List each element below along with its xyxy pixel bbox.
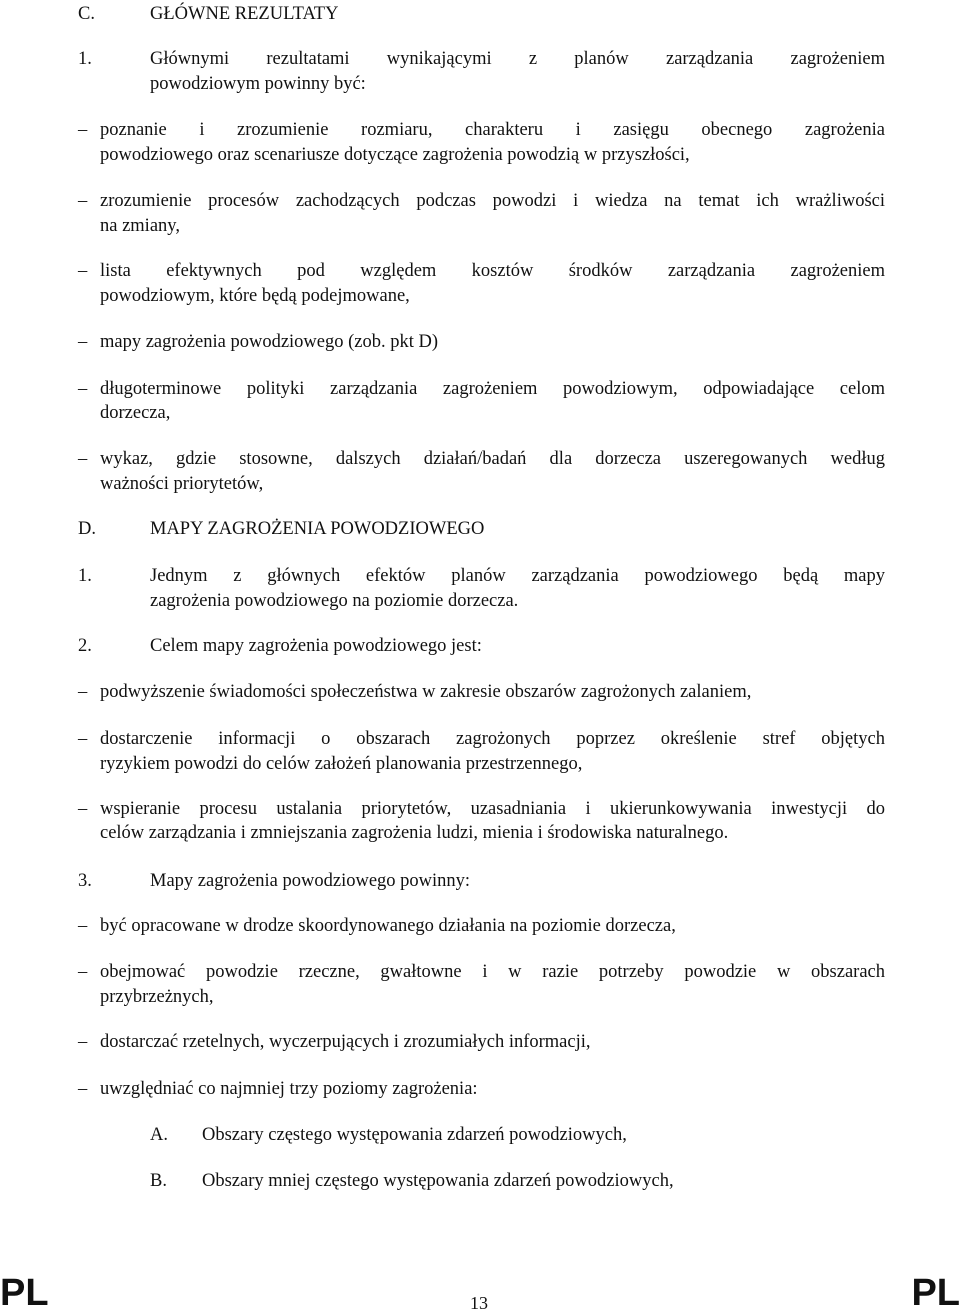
bullet-dash: – <box>78 261 88 281</box>
section-c-letter: C. <box>78 4 95 24</box>
c-bullet-5-line2: dorzecza, <box>100 403 171 423</box>
c-item1-line1: Głównymi rezultatami wynikającymi z planów zarządzania zagrożeniem <box>150 49 885 69</box>
c-bullet-2-line1: zrozumienie procesów zachodzących podczas powodzi i wiedza na temat ich wrażliwości <box>100 191 885 211</box>
d2-bullet-2-line2: ryzykiem powodzi do celów założeń planowania przestrzennego, <box>100 754 583 774</box>
c-bullet-2-line2: na zmiany, <box>100 216 180 236</box>
c-bullet-3-line1: lista efektywnych pod względem kosztów środków zarządzania zagrożeniem <box>100 261 885 281</box>
d3-bullet-2-line2: przybrzeżnych, <box>100 987 214 1007</box>
d-item3-number: 3. <box>78 871 92 891</box>
c-bullet-1-line1: poznanie i zrozumienie rozmiaru, charakteru i zasięgu obecnego zagrożenia <box>100 120 885 140</box>
section-d-title: MAPY ZAGROŻENIA POWODZIOWEGO <box>150 519 485 539</box>
bullet-dash: – <box>78 916 88 936</box>
d2-bullet-3-line1: wspieranie procesu ustalania priorytetów, uzasadniania i ukierunkowywania inwestycji do <box>100 799 885 819</box>
section-c-title: GŁÓWNE REZULTATY <box>150 4 339 24</box>
d2-bullet-1-line1: podwyższenie świadomości społeczeństwa w zakresie obszarów zagrożonych zalaniem, <box>100 682 752 702</box>
bullet-dash: – <box>78 449 88 469</box>
bullet-dash: – <box>78 120 88 140</box>
d-item1-line2: zagrożenia powodziowego na poziomie dorzecza. <box>150 591 519 611</box>
level-b-letter: B. <box>150 1171 167 1191</box>
bullet-dash: – <box>78 191 88 211</box>
bullet-dash: – <box>78 962 88 982</box>
d-item1-line1: Jednym z głównych efektów planów zarządzania powodziowego będą mapy <box>150 566 885 586</box>
bullet-dash: – <box>78 729 88 749</box>
c-bullet-3-line2: powodziowym, które będą podejmowane, <box>100 286 410 306</box>
c-item1-number: 1. <box>78 49 92 69</box>
level-a-letter: A. <box>150 1125 168 1145</box>
c-bullet-6-line2: ważności priorytetów, <box>100 474 264 494</box>
bullet-dash: – <box>78 332 88 352</box>
bullet-dash: – <box>78 1079 88 1099</box>
d-item2-text: Celem mapy zagrożenia powodziowego jest: <box>150 636 482 656</box>
bullet-dash: – <box>78 799 88 819</box>
footer-language-left: PL <box>0 1272 49 1314</box>
d-item3-text: Mapy zagrożenia powodziowego powinny: <box>150 871 471 891</box>
d3-bullet-1-line1: być opracowane w drodze skoordynowanego działania na poziomie dorzecza, <box>100 916 676 936</box>
c-bullet-5-line1: długoterminowe polityki zarządzania zagrożeniem powodziowym, odpowiadające celom <box>100 379 885 399</box>
level-a-text: Obszary częstego występowania zdarzeń powodziowych, <box>202 1125 627 1145</box>
d3-bullet-4-line1: uwzględniać co najmniej trzy poziomy zagrożenia: <box>100 1079 478 1099</box>
c-bullet-1-line2: powodziowego oraz scenariusze dotyczące zagrożenia powodzią w przyszłości, <box>100 145 690 165</box>
bullet-dash: – <box>78 379 88 399</box>
c-bullet-4-line1: mapy zagrożenia powodziowego (zob. pkt D) <box>100 332 439 352</box>
section-d-letter: D. <box>78 519 96 539</box>
d2-bullet-2-line1: dostarczenie informacji o obszarach zagrożonych poprzez określenie stref objętych <box>100 729 885 749</box>
d-item1-number: 1. <box>78 566 92 586</box>
level-b-text: Obszary mniej częstego występowania zdarzeń powodziowych, <box>202 1171 674 1191</box>
bullet-dash: – <box>78 1032 88 1052</box>
d2-bullet-3-line2: celów zarządzania i zmniejszania zagrożenia ludzi, mienia i środowiska naturalnego. <box>100 823 729 843</box>
d3-bullet-2-line1: obejmować powodzie rzeczne, gwałtowne i w razie potrzeby powodzie w obszarach <box>100 962 885 982</box>
c-item1-line2: powodziowym powinny być: <box>150 74 366 94</box>
d-item2-number: 2. <box>78 636 92 656</box>
footer-language-right: PL <box>911 1272 960 1314</box>
bullet-dash: – <box>78 682 88 702</box>
c-bullet-6-line1: wykaz, gdzie stosowne, dalszych działań/badań dla dorzecza uszeregowanych według <box>100 449 885 469</box>
page-number: 13 <box>470 1293 488 1313</box>
d3-bullet-3-line1: dostarczać rzetelnych, wyczerpujących i zrozumiałych informacji, <box>100 1032 591 1052</box>
